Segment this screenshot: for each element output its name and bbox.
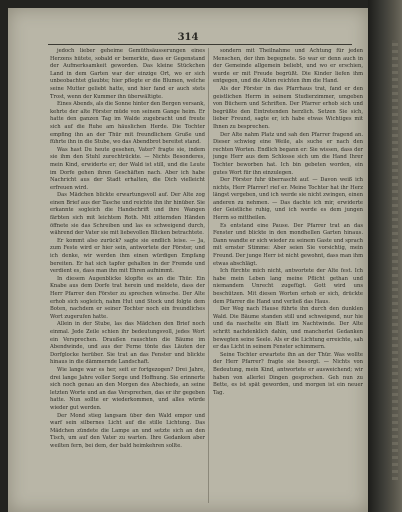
header-rule bbox=[48, 44, 352, 45]
paragraph: In diesem Augenblicke klopfte es an die Thür. Ein Knabe aus dem Dorfe trat herein und meldete, dass der Herr Pfarrer den Förster zu sprechen wünsche. Der Alte erhob sich sogleich, nahm Hut und Stock und folgte dem Boten, nachdem er seiner Tochter noch ein freundliches Wort zugerufen hatte. bbox=[50, 275, 205, 320]
column-divider bbox=[208, 48, 209, 503]
paragraph: Allein in der Stube, las das Mädchen den Brief noch einmal. Jede Zeile schien ihr bedeutungsvoll, jedes Wort ein Versprechen. Draußen rauschten die Bäume im Abendwinde, und aus der Ferne tönte das Läuten der Dorfglocke herüber. Sie trat an das Fenster und blickte hinaus in die dämmernde Landschaft. bbox=[50, 321, 205, 366]
paragraph: jedoch lieber geheime Gemüthsäusserungen eines Herzens hütete, sobald er bemerkte, dass er Gegenstand der Aufmerksamkeit geworden. Das kleine Stückchen Land in dem Garten war der einzige Ort, wo er sich unbeobachtet glaubte; hier pflegte er die Blumen, welche seine Mutter geliebt hatte, und hier fand er auch stets Trost, wenn der Kummer ihn überwältigte. bbox=[50, 48, 205, 100]
paragraph: Das Mädchen blickte erwartungsvoll auf. Der Alte zog einen Brief aus der Tasche und reichte ihn ihr hinüber. Sie erkannte sogleich die Handschrift und ihre Wangen färbten sich mit leichtem Roth. Mit zitternden Händen öffnete sie das Schreiben und las es schweigend durch, während der Vater sie mit liebevollen Blicken betrachtete. bbox=[50, 192, 205, 237]
paragraph: Der Weg nach Hause führte ihn durch den dunklen Wald. Die Bäume standen still und schweigend, nur hie und da raschelte ein Blatt im Nachtwinde. Der Alte schritt nachdenklich dahin, und mancherlei Gedanken bewegten seine Seele. Als er die Lichtung erreichte, sah er das Licht in seinem Fenster schimmern. bbox=[213, 306, 363, 351]
book-page bbox=[8, 8, 368, 512]
paragraph: Er kommt also zurück? sagte sie endlich leise. — Ja, zum Feste wird er hier sein, antwortete der Förster, und ich denke, wir werden ihm einen würdigen Empfang bereiten. Er hat sich tapfer gehalten in der Fremde und verdient es, dass man ihn mit Ehren aufnimmt. bbox=[50, 237, 205, 275]
paragraph: sondern mit Theilnahme und Achtung für jeden Menschen, der ihm begegnete. So war er denn auch in der Gemeinde allgemein beliebt, und wo er erschien, wurde er mit Freude begrüßt. Die Kinder liefen ihm entgegen, und die Alten reichten ihm die Hand. bbox=[213, 48, 363, 85]
paragraph: Seine Tochter erwartete ihn an der Thür. Was wollte der Herr Pfarrer? fragte sie besorgt. — Nichts von Bedeutung, mein Kind, antwortete er ausweichend; wir haben von allerlei Dingen gesprochen. Geh nun zu Bette, es ist spät geworden, und morgen ist ein neuer Tag. bbox=[213, 351, 363, 396]
right-text-column bbox=[213, 48, 363, 503]
left-text-column bbox=[50, 48, 205, 503]
paragraph: Der Alte nahm Platz und sah den Pfarrer fragend an. Dieser schwieg eine Weile, als suche er nach den rechten Worten. Endlich begann er: Sie wissen, dass der junge Herr aus dem Schlosse sich um die Hand Ihrer Tochter beworben hat. Ich bin gebeten worden, ein gutes Wort für ihn einzulegen. bbox=[213, 131, 363, 176]
paragraph: Der Mond stieg langsam über den Wald empor und warf sein silbernes Licht auf die stille Lichtung. Das Mädchen zündete die Lampe an und setzte sich an den Tisch, um auf den Vater zu warten. Ihre Gedanken aber weilten fern, bei dem, der bald heimkehren sollte. bbox=[50, 412, 205, 449]
paragraph: Was hast Du heute gesehen, Vater? fragte sie, indem sie ihm den Stuhl zurechtrückte. — Nichts Besonderes, mein Kind, erwiderte er; der Wald ist still, und die Leute im Dorfe gehen ihren Geschäften nach. Aber ich habe Nachricht aus der Stadt erhalten, die Dich vielleicht erfreuen wird. bbox=[50, 146, 205, 191]
paragraph: Ich fürchte mich nicht, antwortete der Alte fest. Ich habe mein Leben lang meine Pflicht gethan und niemandem Unrecht zugefügt. Gott wird uns beschützen. Mit diesen Worten erhob er sich, drückte dem Pfarrer die Hand und verließ das Haus. bbox=[213, 268, 363, 305]
page-number: 314 bbox=[177, 32, 199, 43]
paragraph: Eines Abends, als die Sonne hinter den Bergen versank, kehrte der alte Förster müde von seinem Gange heim. Er hatte den ganzen Tag im Walde zugebracht und freute sich auf die Ruhe am häuslichen Herde. Die Tochter empfing ihn an der Thür mit freundlichem Gruße und führte ihn in die Stube, wo das Abendbrot bereitet stand. bbox=[50, 101, 205, 146]
paragraph: Wie lange war es her, seit er fortgezogen? Drei Jahre, drei lange Jahre voller Sorge und Hoffnung. Sie erinnerte sich noch genau an den Morgen des Abschieds, an seine letzten Worte und an das Versprechen, das er ihr gegeben hatte. Nun sollte er wiederkommen, und alles würde wieder gut werden. bbox=[50, 366, 205, 411]
paragraph: Der Förster fuhr überrascht auf. — Davon weiß ich nichts, Herr Pfarrer! rief er. Meine Tochter hat ihr Herz längst vergeben, und ich werde sie nicht zwingen, einen anderen zu nehmen. — Das dachte ich mir, erwiderte der Geistliche ruhig, und ich werde es dem jungen Herrn so mittheilen. bbox=[213, 177, 363, 222]
paragraph: Als der Förster in das Pfarrhaus trat, fand er den geistlichen Herrn in seinem Studierzimmer, umgeben von Büchern und Schriften. Der Pfarrer erhob sich und begrüßte den Eintretenden herzlich. Setzen Sie sich, lieber Freund, sagte er, ich habe etwas Wichtiges mit Ihnen zu besprechen. bbox=[213, 85, 363, 130]
paragraph: Es entstand eine Pause. Der Pfarrer trat an das Fenster und blickte in den mondhellen Garten hinaus. Dann wandte er sich wieder zu seinem Gaste und sprach mit ernster Stimme: Aber seien Sie vorsichtig, mein Freund. Der junge Herr ist nicht gewohnt, dass man ihm etwas abschlägt. bbox=[213, 222, 363, 267]
page-edges bbox=[392, 40, 398, 480]
